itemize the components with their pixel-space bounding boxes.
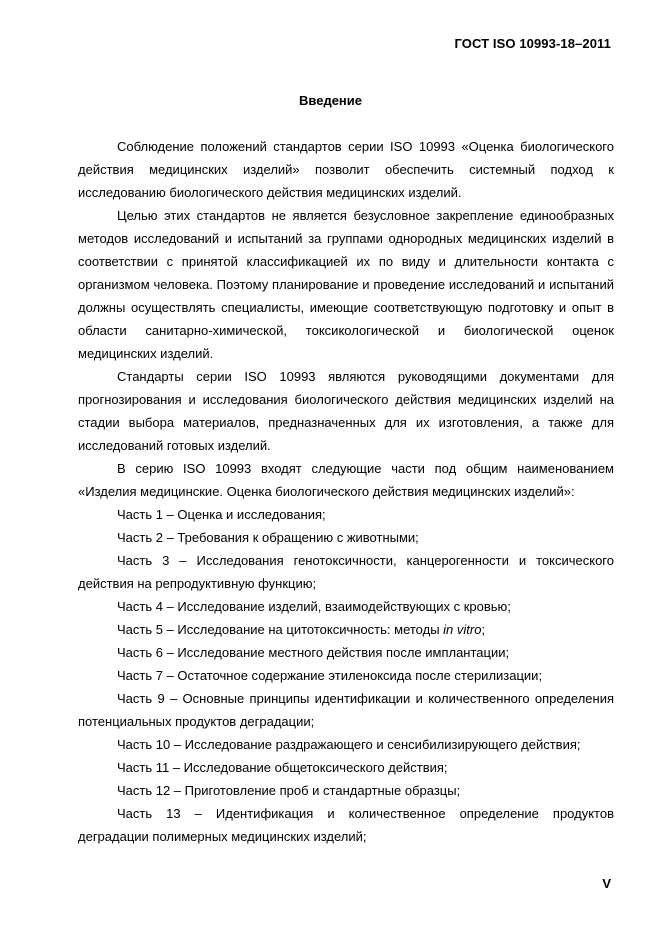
part-5-italic: in vitro [443, 622, 482, 637]
part-list-item: Часть 7 – Остаточное содержание этиленоксида после стерилизации; [117, 668, 543, 683]
document-code-header: ГОСТ ISO 10993-18–2011 [454, 36, 611, 51]
part-list-item: Часть 4 – Исследование изделий, взаимодействующих с кровью; [117, 599, 511, 614]
part-list-item: Часть 10 – Исследование раздражающего и сенсибилизирующего действия; [117, 737, 581, 752]
document-body [78, 135, 614, 848]
part-list-item: Часть 1 – Оценка и исследования; [117, 507, 326, 522]
part-list-item: Часть 6 – Исследование местного действия после имплантации; [117, 645, 510, 660]
paragraph: Стандарты серии ISO 10993 являются руководящими документами для прогнозирования и исследования биологического действия медицинских изделий на стадии выбора материалов, предназначенных для их изготовления, а также для исследований готовых изделий. [78, 369, 614, 453]
paragraph: Соблюдение положений стандартов серии ISO 10993 «Оценка биологического действия медицинских изделий» позволит обеспечить системный подход к исследованию биологического действия медицинских изделий. [78, 139, 614, 200]
page-number: V [602, 876, 611, 891]
part-list-item: Часть 13 – Идентификация и количественное определение продуктов деградации полимерных медицинских изделий; [78, 806, 614, 844]
part-5-text: Часть 5 – Исследование на цитотоксичность: методы [117, 622, 444, 637]
part-list-item: Часть 12 – Приготовление проб и стандартные образцы; [117, 783, 461, 798]
section-title: Введение [299, 93, 362, 108]
paragraph: Целью этих стандартов не является безусловное закрепление единообразных методов исследований и испытаний за группами однородных медицинских изделий в соответствии с принятой классификацией их по виду и длительности контакта с организмом человека. Поэтому планирование и проведение исследований и испытаний должны осуществлять специалисты, имеющие соответствующую подготовку и опыт в области санитарно-химической, токсикологической и биологической оценок медицинских изделий. [78, 208, 614, 361]
part-list-item [78, 618, 614, 641]
part-list-item: Часть 9 – Основные принципы идентификации и количественного определения потенциальных продуктов деградации; [78, 691, 614, 729]
part-list-item: Часть 3 – Исследования генотоксичности, канцерогенности и токсического действия на репродуктивную функцию; [78, 553, 614, 591]
part-5-suffix: ; [481, 622, 486, 637]
part-list-item: Часть 11 – Исследование общетоксического действия; [117, 760, 448, 775]
paragraph: В серию ISO 10993 входят следующие части под общим наименованием «Изделия медицинские. Оценка биологического действия медицинских изделий»: [78, 461, 614, 499]
part-list-item: Часть 2 – Требования к обращению с животными; [117, 530, 419, 545]
